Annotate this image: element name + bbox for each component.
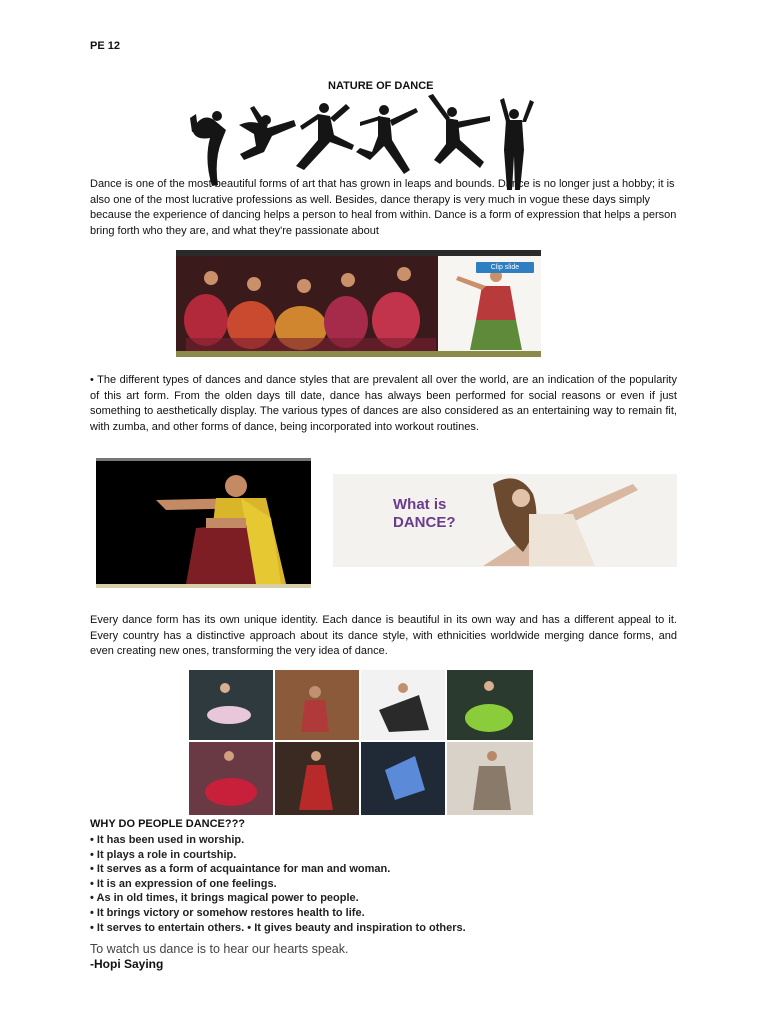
quote-text: To watch us dance is to hear our hearts speak. (90, 942, 349, 956)
quote-author: -Hopi Saying (90, 957, 164, 971)
dance-troupe-slide-image (176, 250, 541, 357)
page-header-label: PE 12 (90, 40, 120, 52)
list-item: • It serves as a form of acquaintance for man and woman. (90, 863, 391, 876)
dance-types-paragraph: • The different types of dances and dance styles that are prevalent all over the world, are an indication of the popularity of this art form. From the olden days till date, dance has always been performed for social reasons or even if just something to aesthetically display. The various types of dances are also considered as an entertaining way to remain fit, with zumba, and other forms of dance, being incorporated into workout routines. (90, 374, 677, 433)
list-item: • It has been used in worship. (90, 834, 245, 846)
what-is-dance-text (393, 496, 456, 532)
why-dance-heading: WHY DO PEOPLE DANCE??? (90, 818, 246, 830)
dance-styles-grid-image (189, 670, 533, 815)
page-title: NATURE OF DANCE (328, 80, 434, 92)
what-is-line-1: What is (393, 496, 447, 513)
list-item: • It is an expression of one feelings. (90, 877, 277, 890)
list-item: • It brings victory or somehow restores health to life. (90, 906, 365, 919)
list-item: • It serves to entertain others. • It gives beauty and inspiration to others. (90, 921, 466, 934)
list-item: • As in old times, it brings magical power to people. (90, 892, 359, 905)
intro-paragraph: Dance is one of the most beautiful forms of art that has grown in leaps and bounds. Dance is no longer just a hobby; it is also one of the most lucrative professions as well. Besides, dance therapy is very much in vogue these days simply because the experience of dancing helps a person to heal from within. Dance is a form of expression that helps a person bring forth who they are, and what they're passionate about (90, 178, 677, 237)
what-is-dance-image (333, 474, 677, 567)
list-item: • It plays a role in courtship. (90, 848, 237, 861)
dance-identity-paragraph: Every dance form has its own unique identity. Each dance is beautiful in its own way and has a different appeal to it. Every country has a distinctive approach about its dance style, with ethnicities worldwide merging dance forms, and even creating new ones, transforming the very idea of dance. (90, 614, 677, 658)
why-dance-list (90, 833, 466, 935)
clip-slide-label: Clip slide (490, 264, 520, 271)
what-is-line-2: DANCE? (393, 514, 456, 531)
clip-slide-button[interactable] (476, 262, 534, 273)
dancer-yellow-dress-image (96, 458, 330, 588)
